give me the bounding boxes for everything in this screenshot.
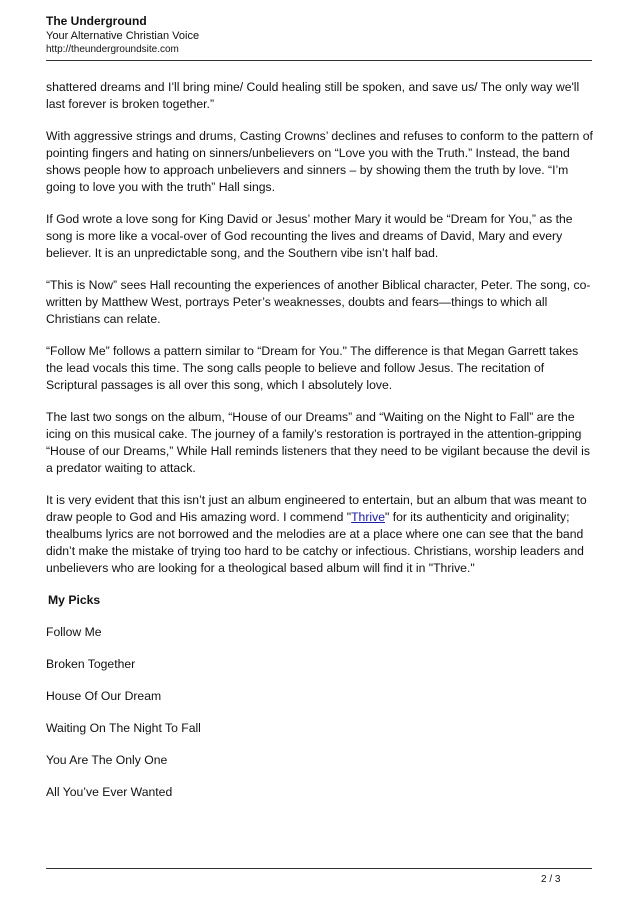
pick-item: Broken Together bbox=[46, 657, 136, 671]
pick-item: Waiting On The Night To Fall bbox=[46, 721, 201, 735]
thrive-link[interactable]: Thrive bbox=[351, 510, 385, 524]
document-header bbox=[46, 14, 199, 57]
conclusion-text-start: It is very evident that this isn’t just an album engineered to entertain, but an album that was meant to draw people to God and His amazing word. I commend " bbox=[46, 493, 587, 524]
paragraph-love-you-with-truth: With aggressive strings and drums, Casting Crowns’ declines and refuses to conform to the pattern of pointing fingers and hating on sinners/unbelievers on “Love you with the Truth.” Instead, the band shows people how to approach unbelievers and sinners – by showing them the truth by love. “I’m going to love you with the truth” Hall sings. bbox=[46, 129, 593, 194]
paragraph-dream-for-you: If God wrote a love song for King David or Jesus’ mother Mary it would be “Dream for You,” as the song is more like a vocal-over of God recounting the lives and dreams of David, Mary and every believer. It is an unpredictable song, and the Southern vibe isn’t half bad. bbox=[46, 212, 573, 260]
article-body bbox=[46, 79, 594, 816]
footer-divider bbox=[46, 868, 592, 869]
pick-item: All You’ve Ever Wanted bbox=[46, 785, 173, 799]
pick-item: Follow Me bbox=[46, 625, 102, 639]
site-title: The Underground bbox=[46, 14, 147, 28]
paragraph-this-is-now: “This is Now” sees Hall recounting the experiences of another Biblical character, Peter. The song, co-written by Matthew West, portrays Peter’s weaknesses, doubts and fears—things to which all Christians can relate. bbox=[46, 278, 591, 326]
site-url: http://theundergroundsite.com bbox=[46, 44, 179, 55]
paragraph-follow-me: “Follow Me” follows a pattern similar to “Dream for You." The difference is that Megan Garrett takes the lead vocals this time. The song calls people to believe and follow Jesus. The recitation of Scriptural passages is all over this song, which I absolutely love. bbox=[46, 344, 579, 392]
conclusion-text-end: " for its authenticity and originality; thealbums lyrics are not borrowed and the melodies are at a place where one can see that the band didn’t make the mistake of trying too hard to be catchy or infectious. Christians, worship leaders and unbelievers who are looking for a theological based album will find it in "Thrive." bbox=[46, 510, 584, 575]
paragraph-lyrics-quote: shattered dreams and I’ll bring mine/ Could healing still be spoken, and save us/ The only way we'll last forever is broken together.” bbox=[46, 80, 580, 111]
picks-heading: My Picks bbox=[48, 593, 101, 607]
pick-item: You Are The Only One bbox=[46, 753, 168, 767]
site-tagline: Your Alternative Christian Voice bbox=[46, 30, 200, 42]
page-number: 2 / 3 bbox=[541, 874, 561, 885]
header-divider bbox=[46, 60, 592, 61]
paragraph-last-two-songs: The last two songs on the album, “House of our Dreams” and “Waiting on the Night to Fall” are the icing on this musical cake. The journey of a family’s restoration is portrayed in the attention-gripping “House of our Dreams,” While Hall reminds listeners that they need to be vigilant because the devil is a predator waiting to attack. bbox=[46, 410, 590, 475]
paragraph-conclusion bbox=[46, 492, 594, 577]
pick-item: House Of Our Dream bbox=[46, 689, 162, 703]
